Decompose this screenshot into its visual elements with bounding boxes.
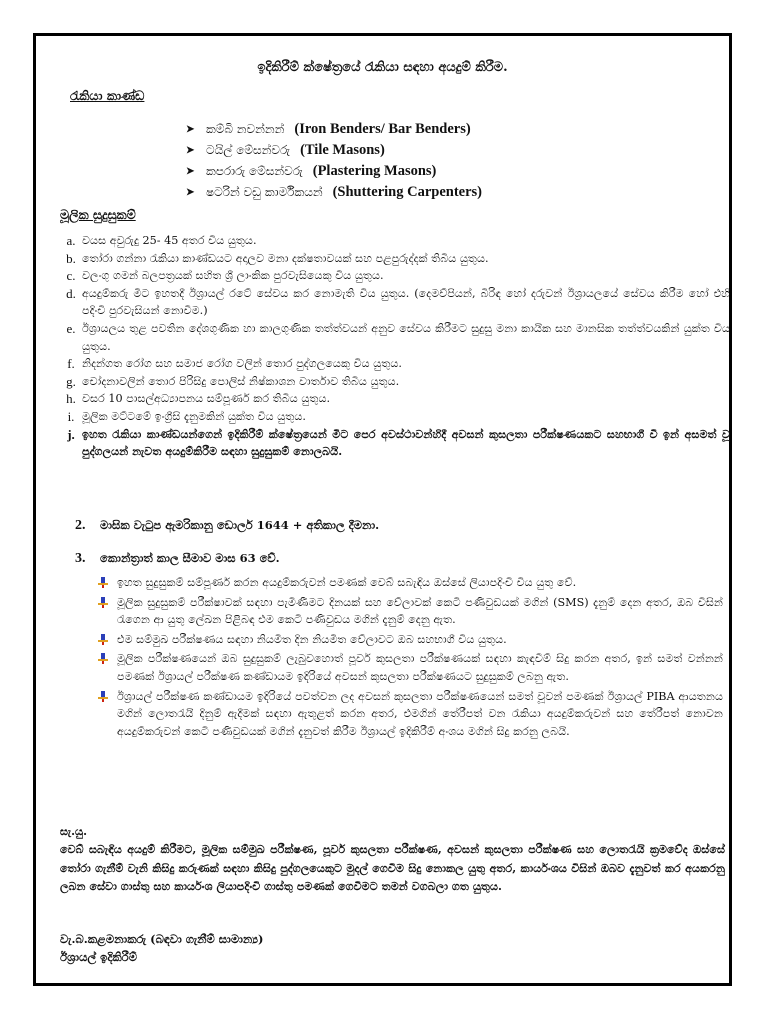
pushpin-icon (95, 688, 117, 741)
pushpin-icon (95, 631, 117, 649)
list-item: b. තෝරා ගන්නා රැකියා කාණ්ඩයට අදාලව මනා දක්ෂතාවයක් සහ පළපුරුද්දක් තිබිය යුතුය. (66, 250, 489, 266)
list-item: ඉහත සුදුසුකම් සම්පූර්ණ කරන අයදුම්කරුවන් පමණක් වෙබ් සබැඳිය ඔස්සේ ලියාපදිංචි විය යුතු වේ. (95, 574, 723, 592)
list-item: i. මූලික මට්ටමේ ඉංග්‍රීසි දැනුමකින් යුක්ත විය යුතුය. (67, 408, 306, 424)
arrow-bullet-icon: ➤ (186, 187, 195, 198)
pushpin-icon (95, 574, 117, 592)
list-item: e. ඊශ්‍රායලය තුළ පවතින දේශගුණික හා කාලගුණික තත්ත්වයන් අනුව සේවය කිරීමට සුදුසු මනා කායික සහ මානසික තත්ත්වයකින් යුක්ත විය යුතුය. (66, 320, 730, 353)
qualifications-list (60, 232, 730, 461)
list-item: h. වසර 10 පාසල්අධ්‍යාපනය සම්පූර්ණ කර තිබිය යුතුය. (66, 391, 331, 407)
list-item: j. ඉහත රැකියා කාණ්ඩයන්ගෙන් ඉදිකිරීම් ක්ෂේත්‍රයෙන් මීට පෙර අවස්ථාවන්හිදී අවසන් කුසලතා පරීක්ෂණයකට සහභාගී වී ඉන් අසමත් වූ පුද්ගලයන් නැවත අයදුම්කිරීම සඳහා සුදුසුකම් නොලබයි. (67, 426, 730, 459)
jobs-list (186, 119, 482, 203)
list-item: මූලික පරීක්ෂණයෙන් ඔබ සුදුසුකම් ලැබුවහොත් පූර්ව කුසලතා පරීක්ෂණයක් සඳහා කැඳවීම් සිදු කරන අතර, ඉන් සමත් වන්නන් පමණක් ඊශ්‍රායල් පරීක්ෂණ කණ්ඩායම ඉදිරියේ අවසන් කුසලතා පරීක්ෂණයට සුදුසුකම් ලබනු ඇත. (95, 650, 723, 685)
list-item: ➤ කපරාරු මේසන්වරු (Plastering Masons) (186, 163, 437, 179)
arrow-bullet-icon: ➤ (186, 166, 195, 177)
contract-point: 3. කොන්ත්‍රාත් කාල සීමාව මාස 63 වේ. (75, 551, 280, 566)
arrow-bullet-icon: ➤ (186, 124, 195, 135)
list-item: d. අයදුම්කරු මීට ඉහතදී ඊශ්‍රායල් රටේ සේවය කර නොමැති විය යුතුය. (දෙමව්පියන්, බිරිඳ හෝ දරුවන් ඊශ්‍රායලයේ සේවය කිරීම හෝ එහි පදිංචි පුරවැසියන් නොවීම.) (66, 285, 730, 318)
signature-department: ඊශ්‍රායල් ඉදිකිරීම් (60, 950, 137, 964)
salary-point: 2. මාසික වැටුප ඇමරිකානු ඩොලර් 1644 + අතිකාල දීමනා. (75, 518, 380, 533)
list-item: එම සම්මුඛ පරීක්ෂණය සඳහා නියමිත දින නියමිත වේලාවට ඔබ සහභාගී විය යුතුය. (95, 631, 723, 649)
list-item: f. නිදන්ගත රෝග සහ සමාජ රෝග වලින් තොර පුද්ගලයෙකු විය යුතුය. (67, 356, 402, 372)
list-item: ඊශ්‍රායල් පරීක්ෂණ කණ්ඩායම ඉදිරියේ පවත්වන ලද අවසන් කුසලතා පරීක්ෂණයෙන් සමත් වූවන් පමණක් ඊශ්‍රායල් PIBA ආයතනය මගින් ලොතරැයි දිනුම් ඇදීමක් සඳහා ඇතුළත් කරන අතර, එමගින් තේරීපත් වන රැකියා අයදුම්කරුවන් සහ තේරීපත් නොවන අයදුම්කරුවන් කෙටි පණිවුඩයක් මගින් දැනුවත් කිරීම ඊශ්‍රායල් ඉදිකිරීම් අංශය මගින් සිදු කරනු ලබයි. (95, 688, 723, 741)
arrow-bullet-icon: ➤ (186, 145, 195, 156)
jobs-heading: රැකියා කාණ්ඩ (70, 88, 145, 103)
process-bullets (95, 574, 723, 742)
note-label: සැ.යු. (60, 824, 87, 838)
document-title: ඉදිකිරීම් ක්ෂේත්‍රයේ රැකියා සඳහා අයදුම් කිරීම. (257, 60, 508, 75)
list-item: ➤ කම්බි නවන්නන් (Iron Benders/ Bar Benders) (186, 121, 471, 137)
pushpin-icon (95, 594, 117, 629)
qualifications-heading: මූලික සුදුසුකම් (60, 207, 136, 222)
list-item: c. වලංගු ගමන් බලපත්‍රයක් සහිත ශ්‍රී ලාංකික පුරවැසියෙකු විය යුතුය. (66, 268, 384, 284)
list-item: g. චෝදනාවලින් තොර පිරිසිදු පොලිස් නිෂ්කාශන වාර්තාව තිබිය යුතුය. (66, 373, 400, 389)
note-text: වෙබ් සබැඳිය අයදුම් කිරීමට, මූලික සම්මුඛ පරීක්ෂණ, පූර්ව කුසලතා පරීක්ෂණ, අවසන් කුසලතා පරීක්ෂණ සහ ලොතරැයි ක්‍රමවේද ඔස්සේ තෝරා ගැනීම් වැනි කිසිදු කරුණක් සඳහා කිසිදු පුද්ගලයෙකුට මුදල් ගෙවීම සිදු නොකල යුතු අතර, කාර්යංශය විසින් ඔබව දැනුවත් කර අයකරනු ලබන සේවා ගාස්තු සහ කාර්යංශ ලියාපදිංචි ගාස්තු පමණක් ගෙවීමට තමන් වගබලා ගත යුතුය. (60, 842, 725, 893)
pushpin-icon (95, 650, 117, 685)
signature-title: වැ.බ.කළමනාකරු (බඳවා ගැනීම් සාමාන්‍ය) (60, 932, 264, 946)
list-item: ➤ ෂටරින් වඩු කාර්මිකයන් (Shuttering Carpenters) (186, 184, 482, 200)
list-item: a. වයස අවුරුදු 25- 45 අතර විය යුතුය. (66, 233, 257, 248)
list-item: මූලික සුදුසුකම් පරීක්ෂාවක් සඳහා පැමිණීමට දිනයක් සහ වේලාවක් කෙටි පණිවුඩයක් මගින් (SMS) දැනුම් දෙන අතර, ඔබ විසින් රැගෙන ආ යුතු ලේඛන පිළිබඳ එම කෙටි පණිවුඩය මගින් දැනුම් දෙනු ඇත. (95, 594, 723, 629)
list-item: ➤ ටයිල් මේසන්වරු (Tile Masons) (186, 142, 385, 158)
